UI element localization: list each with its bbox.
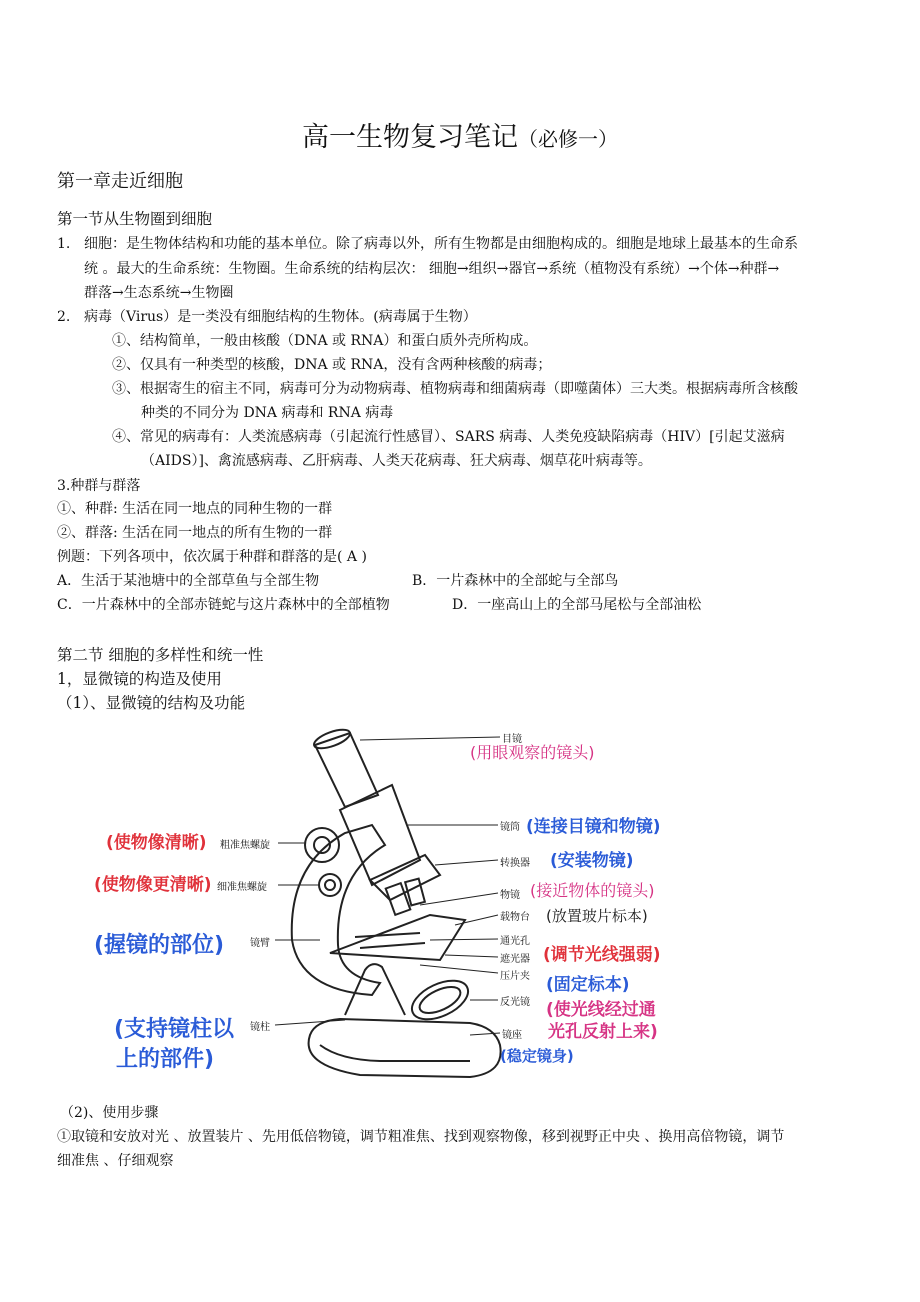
note-coarse: (使物像清晰) — [106, 833, 207, 853]
note-tube: (连接目镜和物镜) — [526, 817, 661, 837]
label-pillar: 镜柱 — [250, 1022, 270, 1033]
base-shape — [309, 1019, 501, 1077]
item2-point4b: （AIDS）]、禽流感病毒、乙肝病毒、人类天花病毒、狂犬病毒、烟草花叶病毒等。 — [141, 453, 652, 469]
note-mirror-line1: (使光线经过通 — [546, 1000, 656, 1020]
option-a: A．生活于某池塘中的全部草鱼与全部生物 — [57, 573, 320, 589]
note-base: (稳定镜身) — [500, 1047, 574, 1065]
label-mirror: 反光镜 — [500, 997, 530, 1008]
stage-shape — [330, 915, 465, 960]
note-fine: (使物像更清晰) — [94, 875, 212, 895]
note-objective: (接近物体的镜头) — [530, 881, 655, 900]
label-arm: 镜臂 — [250, 938, 270, 949]
sub1a-heading: （1）、显微镜的结构及功能 — [57, 694, 246, 712]
note-arm: (握镜的部位) — [94, 933, 225, 958]
label-coarse: 粗准焦螺旋 — [220, 840, 270, 851]
note-mirror-line2: 光孔反射上来) — [548, 1022, 658, 1042]
note-nosepiece: (安装物镜) — [550, 851, 634, 871]
note-pillar-line2: 上的部件) — [116, 1047, 215, 1072]
coarse-knob-shape — [305, 828, 339, 862]
option-b: B．一片森林中的全部蛇与全部鸟 — [412, 573, 619, 589]
fine-knob-shape — [319, 874, 341, 896]
item3-point-b: ②、群落: 生活在同一地点的所有生物的一群 — [57, 525, 333, 541]
option-c: C．一片森林中的全部赤链蛇与这片森林中的全部植物 — [57, 597, 390, 613]
note-diaphragm: (调节光线强弱) — [543, 945, 661, 965]
item2-point1: ①、结构简单，一般由核酸（DNA 或 RNA）和蛋白质外壳所构成。 — [112, 333, 538, 349]
label-tube: 镜筒 — [500, 822, 520, 833]
note-stage: (放置玻片标本) — [546, 907, 648, 925]
label-objective: 物镜 — [500, 890, 520, 901]
label-nosepiece: 转换器 — [500, 858, 530, 869]
item2-point2: ②、仅具有一种类型的核酸，DNA 或 RNA，没有含两种核酸的病毒； — [112, 357, 552, 373]
item1-line2: 统 。最大的生命系统：生物圈。生命系统的结构层次： 细胞→组织→器官→系统（植物没有系统）→个体→种群→ — [84, 261, 780, 277]
option-d: D．一座高山上的全部马尾松与全部油松 — [452, 597, 702, 613]
label-aperture: 通光孔 — [500, 936, 530, 947]
note-eyepiece: (用眼观察的镜头) — [470, 743, 595, 762]
steps-line1: ①取镜和安放对光 、放置装片 、先用低倍物镜，调节粗准焦、找到观察物像，移到视野正中央 、换用高倍物镜，调节 — [57, 1129, 785, 1145]
title-main: 高一生物复习笔记 — [302, 122, 518, 153]
item2-point3b: 种类的不同分为 DNA 病毒和 RNA 病毒 — [141, 405, 394, 421]
label-diaphragm: 遮光器 — [500, 954, 530, 965]
label-fine: 细准焦螺旋 — [217, 882, 267, 893]
note-clip: (固定标本) — [546, 975, 630, 995]
tube-shape — [340, 785, 420, 885]
title-sub: （必修一） — [518, 127, 618, 151]
sub1-heading: 1，显微镜的构造及使用 — [57, 670, 222, 688]
item2-point4a: ④、常见的病毒有：人类流感病毒（引起流行性感冒）、SARS 病毒、人类免疫缺陷病毒（HIV）[引起艾滋病 — [112, 429, 785, 445]
label-stage: 载物台 — [500, 912, 530, 923]
sub2-heading: （2)、使用步骤 — [60, 1105, 159, 1121]
example-question: 例题：下列各项中，依次属于种群和群落的是( A ) — [57, 549, 367, 565]
item3-point-a: ①、种群: 生活在同一地点的同种生物的一群 — [57, 501, 333, 517]
item2-line1: 病毒（Virus）是一类没有细胞结构的生物体。(病毒属于生物） — [84, 309, 477, 325]
label-clip: 压片夹 — [500, 971, 530, 982]
section2-heading: 第二节 细胞的多样性和统一性 — [57, 646, 264, 664]
item1-line1: 细胞：是生物体结构和功能的基本单位。除了病毒以外，所有生物都是由细胞构成的。细胞是地球上最基本的生命系 — [84, 236, 798, 252]
steps-line2: 细准焦 、仔细观察 — [57, 1153, 174, 1169]
item1-line3: 群落→生态系统→生物圈 — [84, 285, 234, 301]
mirror-shape — [406, 973, 474, 1027]
item2-number: 2. — [57, 309, 71, 325]
page-title — [0, 118, 920, 159]
label-eyepiece: 目镜 — [502, 734, 522, 745]
label-base: 镜座 — [502, 1030, 522, 1041]
note-pillar-line1: (支持镜柱以 — [114, 1017, 235, 1042]
section-heading: 第一节从生物圈到细胞 — [57, 210, 213, 228]
item2-point3a: ③、根据寄生的宿主不同，病毒可分为动物病毒、植物病毒和细菌病毒（即噬菌体）三大类。根据病毒所含核酸 — [112, 381, 798, 397]
item1-number: 1. — [57, 236, 71, 252]
chapter-heading: 第一章走近细胞 — [57, 171, 183, 192]
item3-heading: 3.种群与群落 — [57, 478, 141, 494]
